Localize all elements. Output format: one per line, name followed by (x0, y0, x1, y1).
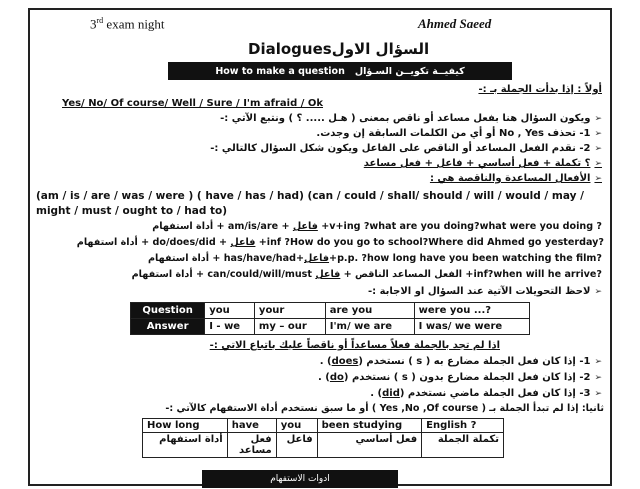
rule-line-4 (364, 158, 602, 169)
pattern-subject: فاعل (304, 253, 330, 264)
table-cell: I'm/ we are (325, 319, 414, 335)
section2-second-rule: ثانيا: إذا لم تبدأ الجملة بـ ( Yes ,No ,Of course ) أو ما سبق نستخدم أداة الاستفهام كالآتي :- (165, 403, 604, 414)
ordinal-suffix: rd (96, 16, 104, 25)
arrow-bullet-icon: ➢ (594, 357, 602, 367)
aux-word: did (382, 388, 400, 399)
arrow-bullet-icon: ➢ (594, 159, 602, 169)
pattern-subject: فاعل (230, 237, 256, 248)
title-english: Dialogues (248, 40, 332, 58)
arrow-bullet-icon: ➢ (594, 114, 602, 124)
rule-text: الأفعال المساعدة والناقصة هي : (429, 173, 591, 184)
section2-heading: اذا لم تجد بالجملة فعلاً مساعداً أو ناقصاً عليك باتباع الاتي :- (209, 340, 500, 351)
pattern-line-1 (152, 221, 602, 232)
question-order-table (142, 418, 504, 458)
pattern-rest: +v+ing ?what are you doing?what were you doing ? (317, 221, 602, 232)
rule2-line-1: ➢1- إذا كان فعل الجملة مضارع به ( s ) نستخدم (does) . (319, 356, 602, 367)
pattern-prefix: أداة استفهام + has/have/had+ (147, 253, 305, 264)
arrow-bullet-icon: ➢ (594, 144, 602, 154)
arrow-bullet-icon: ➢ (594, 287, 602, 297)
arrow-bullet-icon: ➢ (594, 373, 602, 383)
table-cell: you (205, 303, 255, 319)
rule-line-1 (220, 113, 602, 124)
note-text: لاحظ التحويلات الآتية عند السؤال او الاجابة :- (367, 286, 591, 297)
pattern-line-4 (132, 269, 602, 280)
rule-text: ؟ تكملة + فعل أساسي + فاعل + فعل مساعد (363, 158, 591, 169)
page-title (248, 40, 429, 58)
table-header-cell: have (227, 419, 276, 433)
table-cell: I was/ we were (414, 319, 529, 335)
exam-night-label (90, 16, 165, 32)
table-row (131, 319, 530, 335)
aux-verbs-line-1: (am / is / are / was / were ) ( have / has / had) (can / could / shall/ should / will / would / may / (36, 190, 584, 202)
author-name: Ahmed Saeed (418, 16, 492, 31)
document-page (28, 8, 612, 486)
rule-line-3 (210, 143, 602, 154)
question-answer-table (130, 302, 530, 335)
table-cell: فعل أساسي (317, 433, 422, 458)
table-header-cell: you (276, 419, 317, 433)
pattern-line-2 (77, 237, 604, 248)
table-header-cell: How long (143, 419, 228, 433)
rule-end: . (370, 388, 378, 399)
rule-text: 1- إذا كان فعل الجملة مضارع به ( s ) نستخدم (362, 356, 591, 367)
band-english: How to make a question (215, 65, 345, 77)
rule2-line-3: ➢3- إذا كان فعل الجملة ماضي نستخدم (did) . (370, 388, 602, 399)
band-arabic: كيفيــة تكويــن السـؤال (354, 65, 465, 77)
rule-text: ويكون السؤال هنا بفعل مساعد أو ناقص بمعنى ( هـل ..... ؟ ) ونتبع الآتي :- (220, 113, 591, 124)
section-band (168, 62, 512, 80)
table-cell: I - we (205, 319, 255, 335)
title-arabic: السؤال الاول (331, 40, 430, 58)
aux-word: do (329, 372, 344, 383)
rule2-line-2: ➢2- إذا كان فعل الجملة مضارع بدون ( s ) نستخدم (do) . (318, 372, 602, 383)
aux-verbs-line-2: might / must / ought to / had to) (36, 205, 228, 217)
pattern-subject: فاعل (292, 221, 318, 232)
rule-line-5 (430, 173, 602, 184)
pattern-rest: +inf?when will he arrive? (462, 269, 602, 280)
rule-text: 3- إذا كان فعل الجملة ماضي نستخدم (404, 388, 591, 399)
table-cell: تكملة الجملة (422, 433, 504, 458)
answer-label: Answer (131, 319, 205, 335)
table-cell: فعل مساعد (227, 433, 276, 458)
exam-number: 3 (90, 16, 97, 32)
pattern-prefix: أداة استفهام + do/does/did + (76, 237, 231, 248)
aux-word: does (331, 356, 359, 367)
pattern-line-3 (148, 253, 602, 264)
rule-text: 2- إذا كان فعل الجملة مضارع بدون ( s ) نستخدم (348, 372, 591, 383)
pattern-rest: +p.p. ?how long have you been watching the film? (329, 253, 602, 264)
rule-end: . (318, 372, 326, 383)
arrow-bullet-icon: ➢ (594, 174, 602, 184)
table-header-cell: been studying (317, 419, 422, 433)
table-cell: فاعل (276, 433, 317, 458)
arrow-bullet-icon: ➢ (594, 389, 602, 399)
answer-words-line: Yes/ No/ Of course/ Well / Sure / I'm afraid / Ok (62, 98, 324, 109)
table-row (143, 433, 504, 458)
table-cell: are you (325, 303, 414, 319)
pattern-rest: +inf ?How do you go to school?Where did Ahmed go yesterday? (255, 237, 604, 248)
pattern-subject: فاعل (315, 269, 341, 280)
pattern-prefix: أداة استفهام + am/is/are + (152, 221, 293, 232)
exam-night-text: exam night (103, 16, 165, 32)
table-cell: أداة استفهام (143, 433, 228, 458)
table-cell: your (254, 303, 325, 319)
pattern-prefix: أداة استفهام + can/could/will/must الفعل المساعد الناقص + (131, 269, 463, 280)
rule-end: . (319, 356, 328, 367)
conversion-note (368, 286, 602, 297)
rule-text: 2- نقدم الفعل المساعد أو الناقص على الفاعل ويكون شكل السؤال كالتالي :- (210, 143, 591, 154)
rule-text: 1- تحذف No , Yes أو أي من الكلمات السابقة إن وجدت. (316, 128, 591, 139)
table-row (143, 419, 504, 433)
table-header-cell: English ? (422, 419, 504, 433)
table-cell: were you ...? (414, 303, 529, 319)
table-row (131, 303, 530, 319)
section1-heading: أولاً : إذا بدأت الجملة بـ :- (478, 84, 602, 95)
table-cell: my – our (254, 319, 325, 335)
question-label: Question (131, 303, 205, 319)
arrow-bullet-icon: ➢ (594, 129, 602, 139)
footer-band: ادوات الاستفهام (202, 470, 398, 488)
rule-line-2 (316, 128, 602, 139)
